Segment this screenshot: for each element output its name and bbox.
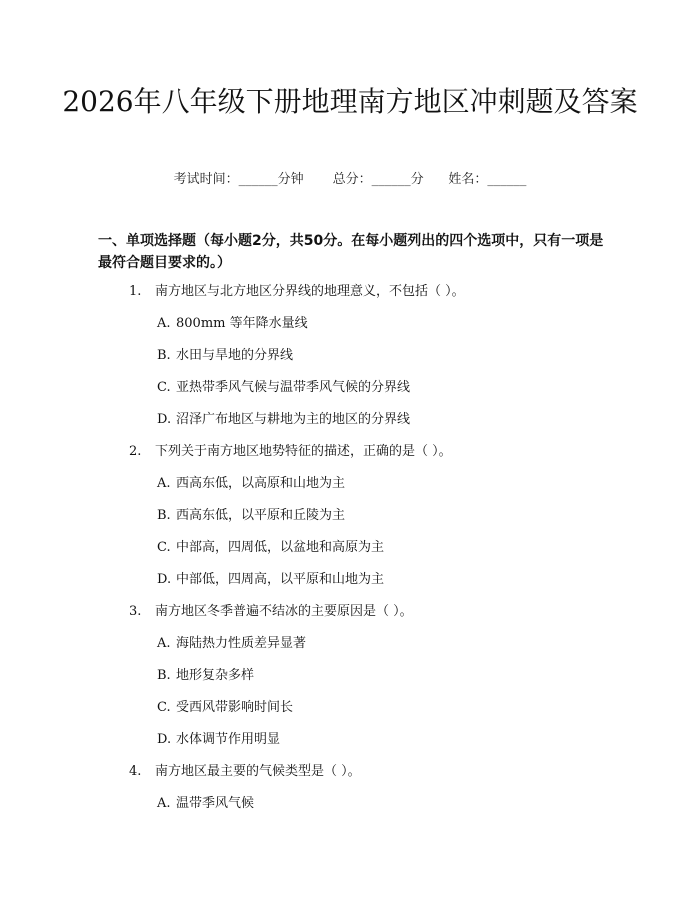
question-3-option-a bbox=[157, 635, 306, 653]
question-1-option-d bbox=[157, 411, 410, 429]
option-text: 温带季风气候 bbox=[176, 796, 255, 811]
question-1-option-c bbox=[157, 379, 410, 397]
total-score-blank: ______ bbox=[371, 172, 411, 187]
option-text: 800mm 等年降水量线 bbox=[176, 316, 308, 331]
option-text: 地形复杂多样 bbox=[176, 668, 255, 683]
option-text: 西高东低，以高原和山地为主 bbox=[176, 476, 346, 491]
question-text: 下列关于南方地区地势特征的描述，正确的是（ ）。 bbox=[155, 444, 452, 459]
option-text: 西高东低，以平原和丘陵为主 bbox=[176, 508, 346, 523]
total-score-unit: 分 bbox=[410, 172, 424, 187]
section-heading: 一、单项选择题（每小题2分，共50分。在每小题列出的四个选项中，只有一项是最符合题目要求的。） bbox=[98, 233, 604, 271]
option-text: 沼泽广布地区与耕地为主的地区的分界线 bbox=[176, 412, 411, 427]
question-3-option-c bbox=[157, 699, 293, 717]
question-1-option-b bbox=[157, 347, 293, 365]
question-1-option-a bbox=[157, 315, 308, 333]
question-text: 南方地区最主要的气候类型是（ ）。 bbox=[155, 764, 361, 779]
option-label: D. bbox=[157, 732, 172, 747]
option-label: B. bbox=[157, 668, 171, 683]
option-label: A. bbox=[157, 316, 171, 331]
question-text: 南方地区冬季普遍不结冰的主要原因是（ ）。 bbox=[155, 604, 413, 619]
question-3-option-b bbox=[157, 667, 254, 685]
option-label: C. bbox=[157, 380, 171, 395]
exam-time-label: 考试时间： bbox=[173, 172, 239, 187]
question-1 bbox=[129, 283, 465, 301]
question-text: 南方地区与北方地区分界线的地理意义，不包括（ ）。 bbox=[155, 284, 465, 299]
name-blank: ______ bbox=[487, 172, 527, 187]
exam-time-unit: 分钟 bbox=[277, 172, 304, 187]
question-number: 1. bbox=[129, 284, 142, 299]
option-label: D. bbox=[157, 572, 172, 587]
question-2-option-a bbox=[157, 475, 345, 493]
option-label: B. bbox=[157, 348, 171, 363]
option-label: D. bbox=[157, 412, 172, 427]
question-4 bbox=[129, 763, 361, 781]
option-label: C. bbox=[157, 700, 171, 715]
total-score-label: 总分： bbox=[332, 172, 372, 187]
question-2 bbox=[129, 443, 452, 461]
option-text: 中部高，四周低，以盆地和高原为主 bbox=[176, 540, 385, 555]
option-text: 亚热带季风气候与温带季风气候的分界线 bbox=[176, 380, 411, 395]
option-label: A. bbox=[157, 476, 171, 491]
option-label: B. bbox=[157, 508, 171, 523]
option-label: C. bbox=[157, 540, 171, 555]
question-3 bbox=[129, 603, 413, 621]
option-label: A. bbox=[157, 796, 171, 811]
option-label: A. bbox=[157, 636, 171, 651]
question-2-option-b bbox=[157, 507, 345, 525]
question-2-option-c bbox=[157, 539, 384, 557]
question-2-option-d bbox=[157, 571, 384, 589]
question-number: 3. bbox=[129, 604, 142, 619]
question-number: 4. bbox=[129, 764, 142, 779]
document-title: 2026年八年级下册地理南方地区冲刺题及答案 bbox=[62, 85, 638, 118]
exam-info-line bbox=[0, 168, 700, 187]
option-text: 受西风带影响时间长 bbox=[176, 700, 294, 715]
option-text: 水田与旱地的分界线 bbox=[176, 348, 294, 363]
question-3-option-d bbox=[157, 731, 280, 749]
question-number: 2. bbox=[129, 444, 142, 459]
option-text: 中部低，四周高，以平原和山地为主 bbox=[176, 572, 385, 587]
exam-time-blank: ______ bbox=[238, 172, 278, 187]
option-text: 海陆热力性质差异显著 bbox=[176, 636, 307, 651]
option-text: 水体调节作用明显 bbox=[176, 732, 281, 747]
name-label: 姓名： bbox=[448, 172, 488, 187]
question-4-option-a bbox=[157, 795, 254, 813]
